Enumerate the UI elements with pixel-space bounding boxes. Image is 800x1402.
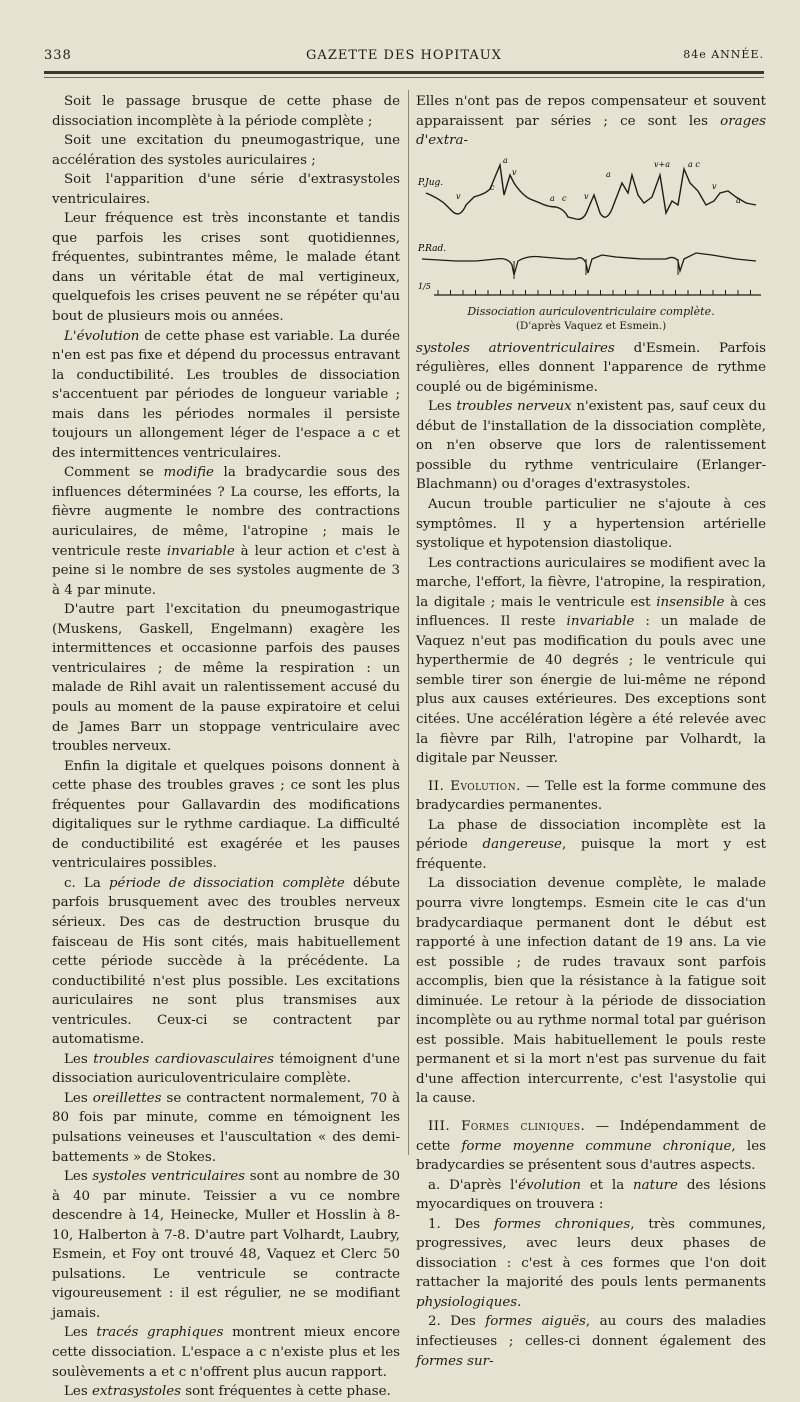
wave-mark: v (512, 167, 517, 177)
text: Les contractions auriculaires se modifient avec la marche, l'effort, la fièvre, l'atropine, la respiration, la digitale ; mais le ventricule est (416, 555, 766, 610)
text: d'Esmein. Parfois régulières, elles donnent l'apparence de rythme couplé ou de bigéminisme. (416, 340, 766, 395)
text: La phase de dissociation incomplète est la période (416, 817, 766, 853)
text: Les (64, 1051, 94, 1067)
emphasis: invariable (566, 614, 635, 630)
text: 2. Des (428, 1314, 486, 1330)
paragraph (416, 1117, 766, 1176)
emphasis: oreillettes (92, 1090, 162, 1106)
paragraph: Soit le passage brusque de cette phase de dissociation incomplète à la période complète ; (52, 94, 400, 129)
paragraph (52, 1089, 400, 1167)
tracing-figure (416, 155, 766, 333)
emphasis: formes aiguës (485, 1314, 586, 1330)
paragraph (52, 1167, 400, 1323)
text: , au cours des maladies infectieuses ; celles-ci donnent également des (416, 1314, 766, 1349)
paragraph (52, 1050, 400, 1089)
right-column (416, 92, 766, 1371)
paragraph: D'autre part l'excitation du pneumogastrique (Muskens, Gaskell, Engelmann) exagère les intermittences et occasionne parfois des pauses ventriculaires ; de même la respiration : un malade de Rihl avait un ralentissement accusé du pouls au moment de la pause expiratoire et celui de James Barr un stoppage ventriculaire avec troubles nerveux. (52, 602, 400, 755)
figure-caption: Dissociation auriculoventriculaire complète. (467, 304, 715, 318)
time-ticks (434, 290, 761, 295)
emphasis: évolution (518, 1177, 581, 1193)
page-number: 338 (44, 48, 72, 63)
emphasis: L'évolution (64, 328, 140, 344)
left-column (52, 92, 400, 1402)
emphasis: troubles cardiovasculaires (93, 1051, 274, 1067)
text: des lésions myocardiques on trouvera : (416, 1177, 766, 1213)
wave-mark: a (550, 193, 555, 203)
emphasis: orages d'extra- (416, 113, 766, 149)
paragraph: Soit l'apparition d'une série d'extrasystoles ventriculaires. (52, 172, 400, 207)
emphasis: insensible (656, 594, 725, 610)
emphasis: extrasystoles (91, 1384, 182, 1400)
section-heading: III. Formes cliniques. (428, 1118, 586, 1134)
text: Les (64, 1325, 97, 1341)
column-separator (408, 90, 409, 1155)
paragraph (416, 777, 766, 816)
text: à leur action et c'est à peine si le nombre de ses systoles augmente de 3 à 4 par minute. (52, 543, 400, 598)
paragraph: Enfin la digitale et quelques poisons donnent à cette phase des troubles graves ; ce sont les plus fréquentes pour Gallavardin des modifications digitaliques sur le rythme cardiaque. La difficulté de conductibilité est exagérée et les pauses ventriculaires possibles. (52, 758, 400, 872)
paragraph (52, 327, 400, 464)
wave-mark: c (562, 193, 567, 203)
paragraph (416, 397, 766, 495)
wave-mark: v (584, 191, 589, 201)
text: Les (64, 1169, 93, 1185)
text: sont fréquentes à cette phase. (181, 1384, 391, 1400)
header-rule-thin (44, 77, 764, 78)
text: , très communes, progressives, avec leurs deux phases de dissociation : c'est à ces formes que l'on doit rattacher la majorité des pouls lents permanents (416, 1216, 767, 1291)
text: Les (428, 399, 457, 415)
paragraph: Leur fréquence est très inconstante et tandis que parfois les crises sont quotidiennes, fréquentes, subintrantes même, le malade étant dans un véritable état de mal vertigineux, quelquefois les crises peuvent ne se répéter qu'au bout de plusieurs mois ou années. (52, 211, 400, 325)
text: 1. Des (428, 1216, 494, 1232)
wave-mark: v (712, 181, 717, 191)
wave-mark: c (490, 182, 495, 192)
emphasis: troubles nerveux (456, 399, 572, 415)
text: — Telle est la forme commune des bradycardies permanentes. (416, 778, 766, 814)
paragraph (52, 1323, 400, 1382)
running-header (44, 48, 764, 68)
paragraph: La dissociation devenue complète, le malade pourra vivre longtemps. Esmein cite le cas d'un bradycardiaque permanent dont le début est rapporté à une infection datant de 19 ans. La vie est possible ; de rudes travaux sont parfois accomplis, bien que la résistance à la fatigue soit diminuée. Le retour à la période de dissociation incomplète ou au rythme normal total par guérison est possible. Mais habituellement le pouls reste permanent et si la mort n'est pas survenue du fait d'une affection intercurrente, c'est l'asystolie qui la cause. (416, 876, 766, 1107)
header-rule-thick (44, 71, 764, 74)
label-prad: P.Rad. (418, 243, 447, 254)
emphasis: période de dissociation complète (108, 875, 345, 891)
emphasis: physiologiques (416, 1294, 518, 1310)
text: : un malade de Vaquez n'eut pas modification du pouls avec une hyperthermie de 40 degrés ; le ventricule qui semble tirer son énergie de lui-même ne répond plus aux causes extérieures. Des exceptions sont citées. Une accélération légère a été relevée avec la fièvre par Rilh, l'atropine par Volhardt, la digitale par Neusser. (416, 614, 766, 767)
text: a. D'après l' (428, 1177, 519, 1193)
emphasis: dangereuse (482, 837, 562, 853)
label-pjug: P.Jug. (418, 177, 444, 188)
paragraph (416, 554, 766, 769)
paragraph (416, 92, 766, 151)
paragraph (416, 816, 766, 875)
wave-mark: v+a (654, 159, 670, 169)
text: Comment se (64, 465, 164, 481)
text: — Indépendamment de cette (416, 1118, 766, 1154)
text: n'existent pas, sauf ceux du début de l'installation de la dissociation complète, on n'en observe que lors de ralentissement possible du rythme ventriculaire (Erlanger-Blachmann) ou d'orages d'extrasystoles. (416, 399, 767, 493)
wave-mark: v (456, 191, 461, 201)
text: la bradycardie sous des influences déterminées ? La course, les efforts, la fièvre augmente le nombre des contractions auriculaires, de même, l'atropine ; mais le ventricule reste (52, 465, 400, 559)
text: Elles n'ont pas de repos compensateur et souvent apparaissent par séries ; ce sont les (416, 94, 766, 129)
figure-credit: (D'après Vaquez et Esmein.) (515, 319, 667, 332)
text: montrent mieux encore cette dissociation. L'espace a c n'existe plus et les soulèvements a et c n'offrent plus aucun rapport. (52, 1325, 400, 1380)
label-timer: 1/5 (418, 281, 431, 291)
section-heading: II. Evolution. (428, 778, 521, 794)
paragraph (52, 1382, 400, 1402)
jugular-trace (426, 165, 756, 219)
pulse-tracing-svg (416, 155, 766, 305)
text: de cette phase est variable. La durée n'en est pas fixe et dépend du processus entravant la conductibilité. Les troubles de dissociation s'accentuent par périodes de longueur variable ; mais dans les périodes normales il persiste toujours un allongement léger de l'espace a c et des intermittences ventriculaires. (52, 328, 400, 461)
radial-trace (422, 253, 756, 275)
emphasis: invariable (166, 543, 235, 559)
wave-mark: a (736, 195, 741, 205)
paragraph (416, 1312, 766, 1371)
paragraph (52, 874, 400, 1050)
emphasis: systoles atrioventriculaires (416, 340, 615, 356)
wave-mark: a (503, 155, 508, 165)
text: à ces influences. Il reste (416, 594, 766, 630)
emphasis: formes chroniques (493, 1216, 631, 1232)
emphasis: formes sur- (416, 1353, 494, 1369)
paragraph (416, 1215, 766, 1313)
emphasis: nature (633, 1177, 678, 1193)
text: débute parfois brusquement avec des troubles nerveux sérieux. Des cas de destruction brusque du faisceau de His sont cités, mais habituellement cette période succède à la précédente. La conductibilité n'est plus possible. Les excitations auriculaires ne sont plus transmises aux ventricules. Ceux-ci se contractent par automatisme. (52, 875, 400, 1048)
text: Les (64, 1384, 92, 1400)
wave-mark: a (606, 169, 611, 179)
text: , puisque la mort y est fréquente. (416, 837, 766, 872)
text: se contractent normalement, 70 à 80 fois par minute, comme en témoignent les pulsations veineuses et l'auscultation « des demi-battements » de Stokes. (52, 1090, 400, 1165)
year-label: 84e ANNÉE. (683, 48, 764, 61)
paragraph (416, 339, 766, 398)
text: sont au nombre de 30 à 40 par minute. Teissier a vu ce nombre descendre à 14, Heinecke, Muller et Hosslin à 8-10, Halberton à 7-8. D'autre part Volhardt, Laubry, Esmein, et Foy ont trouvé 48, Vaquez et Clerc 50 pulsations. Le ventricule se contracte vigoureusement : il est régulier, ne se modifiant jamais. (52, 1169, 400, 1321)
wave-mark: a c (688, 159, 700, 169)
emphasis: modifie (163, 465, 214, 481)
emphasis: forme moyenne commune chronique (461, 1138, 732, 1154)
text: et la (580, 1177, 634, 1193)
paragraph: Aucun trouble particulier ne s'ajoute à ces symptômes. Il y a hypertension artérielle systolique et hypotension diastolique. (416, 497, 766, 552)
text: , les bradycardies se présentent sous d'autres aspects. (416, 1138, 767, 1174)
text: témoignent d'une dissociation auriculoventriculaire complète. (52, 1051, 400, 1087)
journal-title: GAZETTE DES HOPITAUX (306, 48, 502, 63)
paragraph (52, 463, 400, 600)
paragraph: Soit une excitation du pneumogastrique, une accélération des systoles auriculaires ; (52, 133, 400, 168)
text: Les (64, 1090, 93, 1106)
emphasis: tracés graphiques (96, 1325, 224, 1341)
paragraph (416, 1176, 766, 1215)
emphasis: systoles ventriculaires (92, 1169, 246, 1185)
text: c. La (64, 875, 109, 891)
text: . (517, 1294, 522, 1310)
